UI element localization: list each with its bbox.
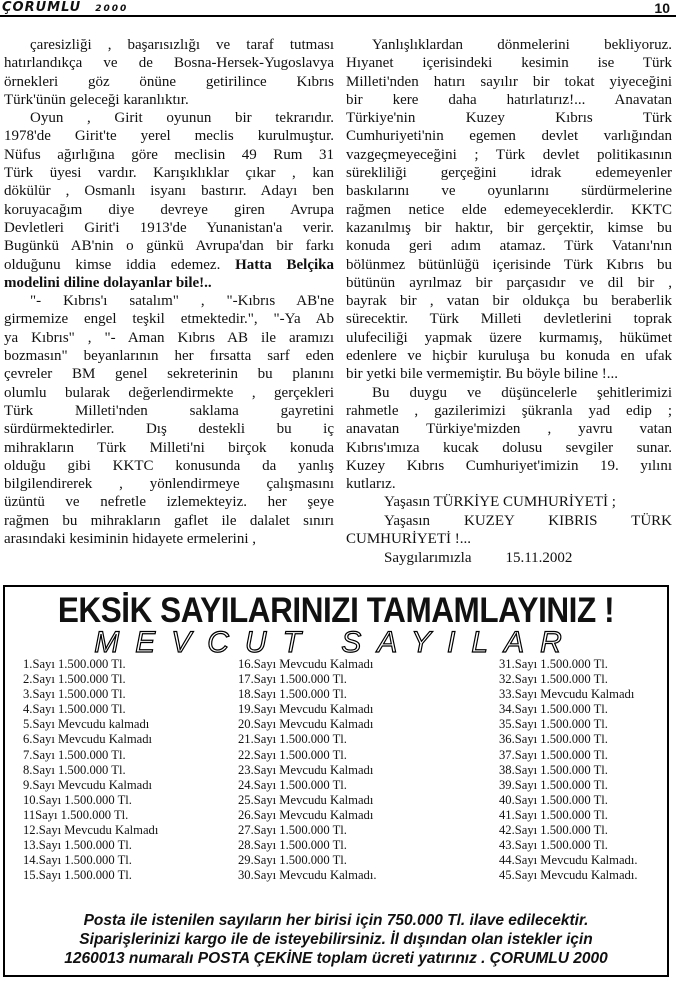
- issue-item: 14.Sayı 1.500.000 Tl.: [23, 853, 132, 868]
- issue-item: 24.Sayı 1.500.000 Tl.: [238, 777, 347, 792]
- issue-item: 40.Sayı 1.500.000 Tl.: [499, 792, 608, 807]
- issue-item: 17.Sayı 1.500.000 Tl.: [238, 672, 347, 687]
- signoff: [346, 549, 672, 567]
- text-line: arasındaki kesiminin hidayete ermelerini ,: [4, 531, 256, 548]
- issue-item: 33.Sayı Mevcudu Kalmadı: [499, 687, 635, 702]
- text-line: konuda geri adım atamaz. Türk Vatanı'nın: [346, 238, 672, 255]
- text-line: CUMHURİYETİ !...: [346, 531, 471, 548]
- text-line: vazgeçmeyeceğini ; Türk devlet politikasının: [346, 146, 672, 163]
- text-line: Oyun , Girit oyunun bir tekrarıdır.: [30, 110, 334, 127]
- issue-item: 25.Sayı Mevcudu Kalmadı: [238, 792, 374, 807]
- issue-item: 13.Sayı 1.500.000 Tl.: [23, 838, 132, 853]
- issue-item: 2.Sayı 1.500.000 Tl.: [23, 672, 126, 687]
- issue-item: 41.Sayı 1.500.000 Tl.: [499, 807, 608, 822]
- line-text: olduğunu kimse iddia edemez.: [4, 256, 236, 273]
- issue-item: 38.Sayı 1.500.000 Tl.: [499, 762, 608, 777]
- text-line: Yaşasın KUZEY KIBRIS TÜRK: [384, 512, 672, 529]
- issue-item: 18.Sayı 1.500.000 Tl.: [238, 687, 347, 702]
- issue-item: 28.Sayı 1.500.000 Tl.: [238, 838, 347, 853]
- issues-list-2: [238, 657, 377, 883]
- bold-line: modelini diline dolayanlar bile!..: [4, 274, 212, 291]
- box-subtitle: MEVCUT SAYILAR: [94, 626, 578, 659]
- text-line: [4, 256, 334, 274]
- ordering-line: Posta ile istenilen sayıların her birisi için 750.000 Tl. ilave edilecektir.: [83, 912, 589, 929]
- text-line: anavatan Türkiye'mizden , yavru vatan: [346, 421, 672, 438]
- text-line: Cumhuriyeti'nin egemen devlet varlığından: [346, 128, 672, 145]
- text-line: bütünün ayrılmaz bir parçasıdır ve dil bir ,: [346, 274, 672, 291]
- text-line: ya Kıbrıs" , "- Aman Kıbrıs AB ile aramızı: [4, 329, 334, 346]
- text-line: üzüntü ve nefretle izlemekteyiz. her şeye: [4, 494, 334, 511]
- issue-item: 20.Sayı Mevcudu Kalmadı: [238, 717, 374, 732]
- issue-item: 19.Sayı Mevcudu Kalmadı: [238, 702, 374, 717]
- issue-item: 31.Sayı 1.500.000 Tl.: [499, 657, 608, 671]
- paragraph: [4, 109, 334, 292]
- header-rule: [0, 15, 676, 17]
- text-line: ulufeciliği yapmak üzere kurmamış, hükümet: [346, 329, 672, 346]
- issue-item: 36.Sayı 1.500.000 Tl.: [499, 732, 608, 747]
- text-line: Türkiye'nin Kuzey Kıbrıs Türk: [346, 110, 672, 127]
- text-line: koruyacağım diye devreye giren Avrupa: [4, 201, 334, 218]
- text-line: Nüfus ağırlığına göre meclisin 49 Rum 31: [4, 146, 334, 163]
- text-line: baskılarını ve oyunlarını sürdürmelerine: [346, 183, 672, 200]
- right-column: [346, 36, 672, 568]
- issue-item: 23.Sayı Mevcudu Kalmadı: [238, 762, 374, 777]
- text-line: rahmetle , gazilerimizi şükranla yad edip ;: [346, 402, 672, 419]
- text-line: Türk'ünün geleceği karanlıktır.: [4, 91, 189, 108]
- text-line: edenlere ve hiçbir kuruluşa bu konuda en ufak: [346, 348, 672, 365]
- issue-item: 12.Sayı Mevcudu Kalmadı: [23, 823, 159, 838]
- masthead-logo: [2, 0, 128, 15]
- issue-item: 42.Sayı 1.500.000 Tl.: [499, 823, 608, 838]
- issue-item: 35.Sayı 1.500.000 Tl.: [499, 717, 608, 732]
- issue-item: 37.Sayı 1.500.000 Tl.: [499, 747, 608, 762]
- text-line: sürdürmektedirler. Dış destekli bu iç: [4, 421, 334, 438]
- issue-item: 39.Sayı 1.500.000 Tl.: [499, 777, 608, 792]
- text-line: örnekleri göz önüne getirilince Kıbrıs: [4, 73, 334, 90]
- text-line: bölünmez bütünlüğü içerisinde Türk Kıbrıs bu: [346, 256, 672, 273]
- issue-item: 16.Sayı Mevcudu Kalmadı: [238, 657, 374, 671]
- text-line: Yanlışlıklardan dönmelerini bekliyoruz.: [372, 37, 672, 53]
- issue-item: 10.Sayı 1.500.000 Tl.: [23, 792, 132, 807]
- box-title: EKSİK SAYILARINIZI TAMAMLAYINIZ !: [57, 591, 615, 630]
- text-line: Türk Milleti'nden saklama gayretini: [4, 402, 334, 419]
- issue-item: 21.Sayı 1.500.000 Tl.: [238, 732, 347, 747]
- issue-item: 1.Sayı 1.500.000 Tl.: [23, 657, 126, 671]
- text-line: "- Kıbrıs'ı satalım" , "-Kıbrıs AB'ne: [30, 293, 334, 310]
- page-header: [0, 0, 676, 18]
- text-line: bir kere daha hatırlatırız!... Anavatan: [346, 91, 672, 108]
- page-number: 10: [654, 0, 670, 16]
- issue-item: 6.Sayı Mevcudu Kalmadı: [23, 732, 153, 747]
- text-line: hatırlandıkça ve de Bosna-Hersek-Yugoslavya: [4, 55, 334, 72]
- signoff-greeting: Saygılarımızla: [384, 550, 472, 567]
- ordering-info: [5, 911, 667, 968]
- paragraph: [346, 36, 672, 384]
- text-line: bir yetki bile vermemiştir. Bu böyle biline !...: [346, 366, 619, 383]
- text-line: bozmasın" beyanlarının her fırsatta sarf eden: [4, 348, 334, 365]
- text-line: 1978'de Girit'te yerel meclis kurulmuştur.: [4, 128, 334, 145]
- text-line: bilgilendirerek , yönlendirmeye çalışmasını: [4, 476, 334, 493]
- text-line: kutlarız.: [346, 476, 396, 493]
- issue-item: 30.Sayı Mevcudu Kalmadı.: [238, 868, 377, 883]
- issue-item: 22.Sayı 1.500.000 Tl.: [238, 747, 347, 762]
- text-line: olumlu bularak değerlendirmekte , gerçekleri: [4, 384, 334, 401]
- text-line: Yaşasın TÜRKİYE CUMHURİYETİ ;: [384, 494, 616, 511]
- text-line: Kıbrıs'ımıza kucak dolusu sevgiler sunar.: [346, 439, 672, 456]
- left-column: [4, 36, 334, 548]
- text-line: Bugünkü AB'nin o günkü Avrupa'dan bir farkı: [4, 238, 334, 255]
- bold-text: Hatta Belçika: [235, 256, 334, 273]
- issue-item: 8.Sayı 1.500.000 Tl.: [23, 762, 126, 777]
- text-line: dökülür , Osmanlı isyanı bastırır. Adayı ben: [4, 183, 334, 200]
- issues-list-1: [23, 657, 158, 883]
- text-line: sürecektir. Türk Milleti devletlerini toprak: [346, 311, 672, 328]
- text-line: olduğu gibi KKTC konusunda da yanlış: [4, 457, 334, 474]
- issue-item: 4.Sayı 1.500.000 Tl.: [23, 702, 126, 717]
- text-line: rağmen bu mihrakların gaflet ile dalalet sınırı: [4, 512, 334, 529]
- text-line: Kuzey Kıbrıs Cumhuriyet'imizin 19. yılını: [346, 457, 672, 474]
- back-issues-box: [3, 585, 669, 977]
- issue-item: 29.Sayı 1.500.000 Tl.: [238, 853, 347, 868]
- text-line: bayrak bir , vatan bir oldukça bu beraberlik: [346, 293, 672, 310]
- issue-item: 26.Sayı Mevcudu Kalmadı: [238, 807, 374, 822]
- issue-item: 7.Sayı 1.500.000 Tl.: [23, 747, 126, 762]
- ordering-line: Siparişlerinizi kargo ile de isteyebilirsiniz. İl dışından olan istekler için: [79, 931, 593, 948]
- issue-item: 27.Sayı 1.500.000 Tl.: [238, 823, 347, 838]
- issue-item: 15.Sayı 1.500.000 Tl.: [23, 868, 132, 883]
- text-line: rağmen netice elde edemeyeceklerdir. KKTC: [346, 201, 672, 218]
- text-line: çaresizliği , başarısızlığı ve taraf tutması: [30, 37, 334, 53]
- issue-item: 44.Sayı Mevcudu Kalmadı.: [499, 853, 638, 868]
- text-line: Hıyanet içerisindeki kesimin ise Türk: [346, 55, 672, 72]
- ordering-line: 1260013 numaralı POSTA ÇEKİNE toplam ücreti yatırınız . ÇORUMLU 2000: [64, 950, 608, 967]
- text-line: Milleti'nden hatırı sayılır bir tokat yiyeceğini: [346, 73, 672, 90]
- issue-item: 45.Sayı Mevcudu Kalmadı.: [499, 868, 638, 883]
- signoff-date: 15.11.2002: [505, 550, 573, 567]
- text-line: girmemize engel teşkil etmektedir.", "-Ya Ab: [4, 311, 334, 328]
- issue-item: 5.Sayı Mevcudu kalmadı: [23, 717, 150, 732]
- issue-item: 34.Sayı 1.500.000 Tl.: [499, 702, 608, 717]
- issue-item: 3.Sayı 1.500.000 Tl.: [23, 687, 126, 702]
- issue-item: 43.Sayı 1.500.000 Tl.: [499, 838, 608, 853]
- paragraph: [4, 36, 334, 109]
- paragraph: [346, 493, 672, 548]
- text-line: Türk üyesi vardır. Karışıklıklar çıkar , kan: [4, 165, 334, 182]
- paragraph: [346, 384, 672, 494]
- text-line: sürekliliği gerçeğini idrak edemeyenler: [346, 165, 672, 182]
- logo-text: ÇORUMLU: [2, 0, 82, 15]
- issue-item: 9.Sayı Mevcudu Kalmadı: [23, 777, 153, 792]
- text-line: Bu duygu ve düşüncelerle şehitlerimizi: [372, 384, 672, 401]
- logo-year: 2000: [95, 4, 129, 14]
- text-line: mihrakların Türk Milleti'ni birçok konuda: [4, 439, 334, 456]
- text-line: kazanılmış bir haktır, bir gerçektir, kimse bu: [346, 219, 672, 236]
- text-line: Devletleri Girit'i 1913'de Yunanistan'a verir.: [4, 219, 334, 236]
- issue-item: 11Sayı 1.500.000 Tl.: [23, 807, 129, 822]
- text-line: çevreler BM genel sekreterinin bu planını: [4, 366, 334, 383]
- paragraph: [4, 292, 334, 548]
- issue-item: 32.Sayı 1.500.000 Tl.: [499, 672, 608, 687]
- issues-list-3: [499, 657, 638, 883]
